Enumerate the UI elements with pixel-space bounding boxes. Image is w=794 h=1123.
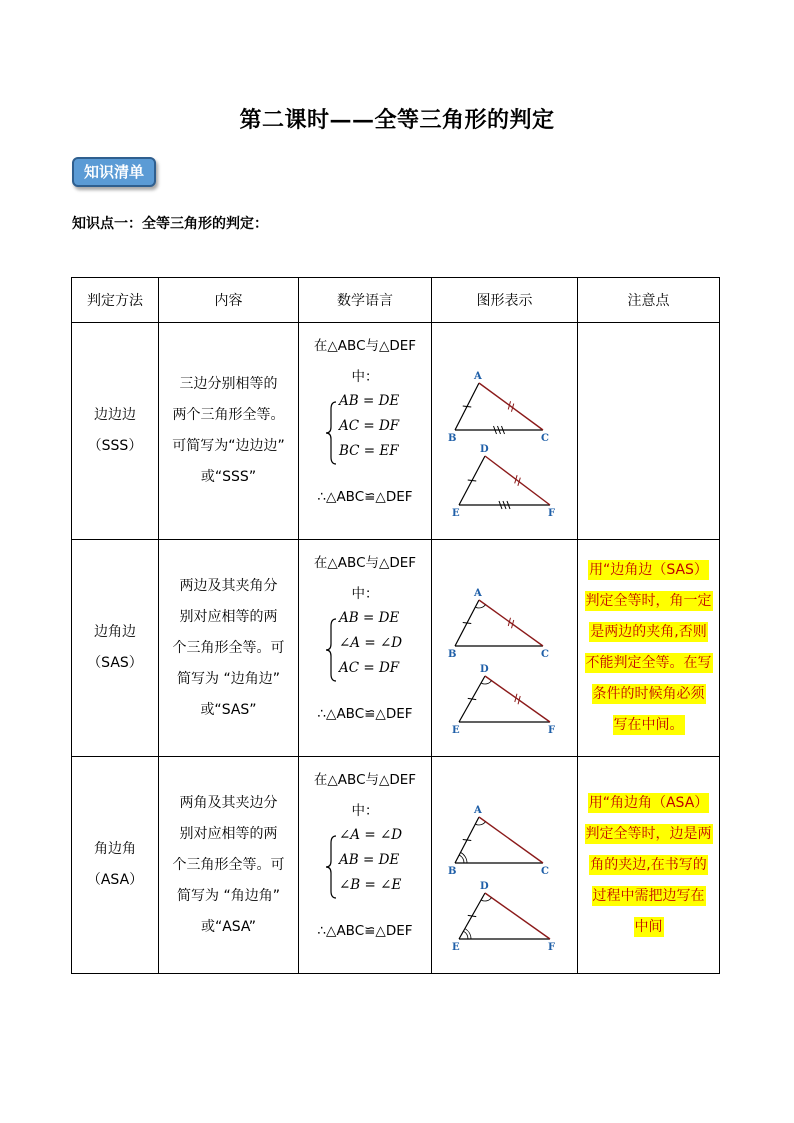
content-line: 或“SSS” [200,469,257,485]
method-line: 边边边 [94,407,136,423]
page-title: 第二课时——全等三角形的判定 [239,107,555,133]
math-equation: ∠A = ∠D [339,827,403,843]
header-method: 判定方法 [72,278,159,323]
triangle-edge [479,600,543,646]
vertex-label: B [448,433,457,444]
note-line: 用“边角边（SAS） [589,562,708,578]
vertex-label: F [548,942,556,953]
math-conclusion: ∴△ABC≌△DEF [317,489,413,505]
triangle-edge [485,456,550,505]
math-cell [299,757,432,974]
math-intro: 中： [351,586,379,602]
math-intro: 中： [351,803,379,819]
vertex-label: A [474,371,482,382]
vertex-label: E [452,942,460,953]
note-line: 是两边的夹角,否则 [590,624,707,640]
note-line: 过程中需把边写在 [592,887,705,904]
math-equation: ∠A = ∠D [339,635,403,651]
method-line: （SAS） [87,655,143,671]
header-content: 内容 [159,278,299,323]
content-line: 或“SAS” [200,701,257,718]
header-math: 数学语言 [299,278,432,323]
note-cell [578,323,720,540]
table-row-asa [72,757,720,974]
vertex-label: C [541,649,549,660]
math-equation: AC = DF [339,418,400,434]
content-line: 三边分别相等的 [179,376,278,392]
math-intro: 在△ABC与△DEF [313,555,417,571]
note-line: 写在中间。 [613,717,684,733]
content-line: 别对应相等的两 [179,825,278,842]
math-intro: 中： [351,369,379,385]
header-notes: 注意点 [578,278,720,323]
content-line: 简写为 “角边角” [177,887,280,904]
angle-arc [459,855,464,863]
brace-icon [325,618,339,682]
vertex-label: B [448,866,457,877]
content-line: 两角及其夹边分 [179,794,278,811]
vertex-label: F [548,508,556,519]
math-equation: AB = DE [339,610,400,626]
tick-mark [468,915,476,916]
note-line: 角的夹边,在书写的 [590,856,707,873]
note-line: 条件的时候角必须 [592,686,705,702]
triangle-figure [432,540,578,756]
vertex-label: E [452,508,460,519]
content-cell [159,323,299,540]
math-conclusion: ∴△ABC≌△DEF [317,706,413,722]
header-figure: 图形表示 [432,278,578,323]
note-cell [578,540,720,757]
method-line: （SSS） [87,438,143,454]
triangle-figure [432,323,578,539]
vertex-label: C [541,433,549,444]
brace-icon [325,401,339,465]
triangle-edge [485,676,550,722]
vertex-label: E [452,725,460,736]
method-line: 角边角 [94,841,136,857]
table-row-sss [72,323,720,540]
criteria-table [71,277,720,974]
content-line: 两边及其夹角分 [179,577,278,594]
tick-mark [468,480,476,481]
tick-mark [463,622,471,623]
math-cell [299,540,432,757]
math-equation: AC = DF [339,660,400,676]
content-line: 个三角形全等。可 [172,639,285,656]
method-cell [72,757,159,974]
figure-cell [432,757,578,974]
vertex-label: D [480,881,489,892]
note-line: 用“角边角（ASA） [588,794,709,811]
vertex-label: A [474,805,482,816]
angle-arc [463,931,468,939]
figure-cell [432,323,578,540]
triangle-edge [479,817,543,863]
tick-mark [463,406,471,407]
method-cell [72,540,159,757]
content-line: 别对应相等的两 [179,608,278,625]
vertex-label: F [548,725,556,736]
tick-mark [463,839,471,840]
math-equation: ∠B = ∠E [339,877,402,893]
content-line: 可简写为“边边边” [172,438,285,454]
knowledge-list-badge: 知识清单 [72,157,156,187]
vertex-label: D [480,664,489,675]
note-line: 判定全等时，边是两 [585,825,712,842]
math-equation: AB = DE [339,852,400,868]
note-line: 判定全等时，角一定 [585,593,712,609]
method-cell [72,323,159,540]
table-row-sas [72,540,720,757]
triangle-edge [479,383,543,430]
method-line: （ASA） [86,872,144,888]
tick-mark [468,698,476,699]
content-line: 个三角形全等。可 [172,856,285,873]
content-line: 或“ASA” [200,918,257,935]
math-equation: BC = EF [339,443,399,459]
content-cell [159,540,299,757]
math-conclusion: ∴△ABC≌△DEF [317,923,413,939]
math-intro: 在△ABC与△DEF [313,338,417,354]
figure-cell [432,540,578,757]
content-cell [159,757,299,974]
knowledge-point-title: 知识点一：全等三角形的判定： [72,216,268,232]
vertex-label: A [474,588,482,599]
table-header-row [72,278,720,323]
math-intro: 在△ABC与△DEF [313,772,417,788]
note-line: 不能判定全等。在写 [585,655,712,671]
method-line: 边角边 [94,624,136,640]
brace-icon [325,835,339,899]
triangle-figure [432,757,578,973]
triangle-edge [485,893,550,939]
vertex-label: D [480,444,489,455]
math-cell [299,323,432,540]
math-equation: AB = DE [339,393,400,409]
vertex-label: C [541,866,549,877]
content-line: 两个三角形全等。 [172,407,285,423]
content-line: 简写为 “边角边” [177,670,280,687]
vertex-label: B [448,649,457,660]
note-line: 中间 [634,918,663,935]
note-cell [578,757,720,974]
